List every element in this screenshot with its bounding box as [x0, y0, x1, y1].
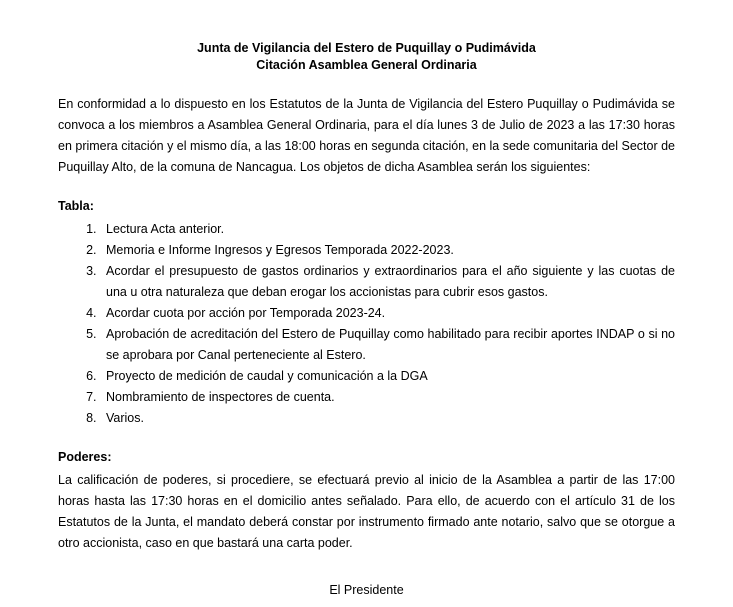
list-item: 8. Varios. — [100, 408, 675, 429]
signature-line: El Presidente — [329, 583, 404, 597]
intro-paragraph: En conformidad a lo dispuesto en los Estatutos de la Junta de Vigilancia del Estero Puquillay o Pudimávida se convoca a los miembros a Asamblea General Ordinaria, para el día lunes 3 de Julio de 2023 a las 17:30 horas en primera citación y el mismo día, a las 18:00 horas en segunda citación, en la sede comunitaria del Sector de Puquillay Alto, de la comuna de Nancagua. Los objetos de dicha Asamblea serán los siguientes: — [58, 97, 676, 174]
agenda-heading: Tabla: — [58, 199, 94, 213]
list-item: 2. Memoria e Informe Ingresos y Egresos Temporada 2022-2023. — [100, 240, 675, 261]
powers-heading: Poderes: — [58, 450, 112, 464]
document-title: Junta de Vigilancia del Estero de Puquillay o Pudimávida — [197, 41, 536, 55]
list-item: 5. Aprobación de acreditación del Estero de Puquillay como habilitado para recibir aportes INDAP o si no se aprobara por Canal perteneciente al Estero. — [100, 324, 675, 366]
list-item: 3. Acordar el presupuesto de gastos ordinarios y extraordinarios para el año siguiente y las cuotas de una u otra naturaleza que deban erogar los accionistas para cubrir esos gastos. — [100, 261, 675, 303]
list-item: 4. Acordar cuota por acción por Temporada 2023-24. — [100, 303, 675, 324]
agenda-list — [58, 219, 675, 429]
document-subtitle: Citación Asamblea General Ordinaria — [256, 58, 477, 72]
powers-paragraph: La calificación de poderes, si procediere, se efectuará previo al inicio de la Asamblea a partir de las 17:00 horas hasta las 17:30 horas en el domicilio antes señalado. Para ello, de acuerdo con el artículo 31 de los Estatutos de la Junta, el mandato deberá constar por instrumento firmado ante notario, salvo que se otorgue a otro accionista, caso en que bastará una carta poder. — [58, 473, 675, 550]
list-item: 6. Proyecto de medición de caudal y comunicación a la DGA — [100, 366, 675, 387]
list-item: 7. Nombramiento de inspectores de cuenta. — [100, 387, 675, 408]
list-item: 1. Lectura Acta anterior. — [100, 219, 675, 240]
